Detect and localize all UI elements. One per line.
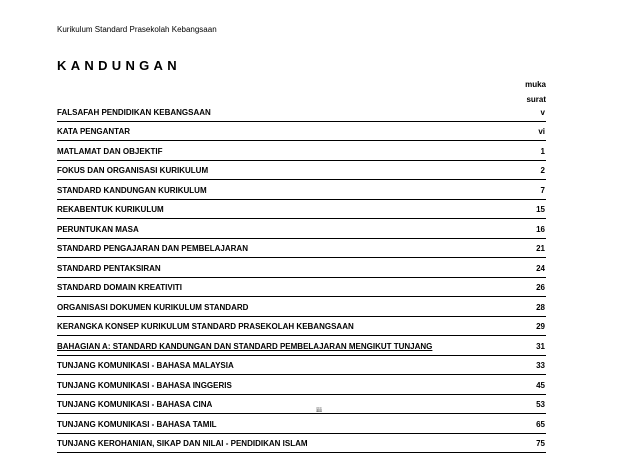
toc-entry[interactable] — [57, 219, 546, 239]
toc-entry-page: 21 — [536, 244, 545, 254]
toc-entry-page: 45 — [536, 381, 545, 391]
toc-entry-page: 28 — [536, 303, 545, 313]
toc-entry-title: STANDARD PENGAJARAN DAN PEMBELAJARAN — [57, 244, 248, 254]
toc-entry[interactable] — [57, 278, 546, 298]
toc-entry[interactable] — [57, 102, 546, 122]
toc-entry-page: 53 — [536, 400, 545, 410]
toc-entry-page: 65 — [536, 420, 545, 430]
toc-entry[interactable] — [57, 434, 546, 453]
toc-entry-title: STANDARD PENTAKSIRAN — [57, 264, 161, 274]
toc-entry[interactable] — [57, 239, 546, 259]
toc-entry-title: BAHAGIAN A: STANDARD KANDUNGAN DAN STANDARD PEMBELAJARAN MENGIKUT TUNJANG — [57, 342, 432, 352]
toc-entry-title: MATLAMAT DAN OBJEKTIF — [57, 147, 162, 157]
toc-entry[interactable] — [57, 161, 546, 181]
toc-entry-title: TUNJANG KOMUNIKASI - BAHASA CINA — [57, 400, 212, 410]
toc-entry-title: STANDARD KANDUNGAN KURIKULUM — [57, 186, 207, 196]
toc-entry-title: TUNJANG KOMUNIKASI - BAHASA INGGERIS — [57, 381, 232, 391]
toc-entry-page: 15 — [536, 205, 545, 215]
toc-entry-page: 24 — [536, 264, 545, 274]
toc-entry[interactable] — [57, 297, 546, 317]
document-header-title: Kurikulum Standard Prasekolah Kebangsaan — [57, 25, 217, 35]
toc-entry[interactable] — [57, 317, 546, 337]
toc-entry-page: 31 — [536, 342, 545, 352]
toc-entry[interactable] — [57, 141, 546, 161]
toc-entry-page: 7 — [541, 186, 545, 196]
toc-entry-page: 75 — [536, 439, 545, 449]
page-column-header-line-2: surat — [526, 95, 546, 105]
toc-entry[interactable] — [57, 180, 546, 200]
page-title: KANDUNGAN — [57, 58, 181, 74]
toc-entry-title: KATA PENGANTAR — [57, 127, 130, 137]
toc-entry[interactable] — [57, 414, 546, 434]
toc-entry-title: KERANGKA KONSEP KURIKULUM STANDARD PRASEKOLAH KEBANGSAAN — [57, 322, 354, 332]
toc-entry-page: 1 — [541, 147, 545, 157]
toc-entry-title: FALSAFAH PENDIDIKAN KEBANGSAAN — [57, 108, 211, 118]
toc-entry[interactable] — [57, 375, 546, 395]
toc-entry[interactable] — [57, 122, 546, 142]
toc-entry-title: TUNJANG KOMUNIKASI - BAHASA TAMIL — [57, 420, 217, 430]
toc-entry[interactable] — [57, 258, 546, 278]
toc-entry-title: TUNJANG KOMUNIKASI - BAHASA MALAYSIA — [57, 361, 234, 371]
toc-entry-page: 29 — [536, 322, 545, 332]
toc-entry[interactable] — [57, 200, 546, 220]
toc-entry-page: 2 — [541, 166, 545, 176]
toc-entry-title: REKABENTUK KURIKULUM — [57, 205, 164, 215]
toc-entry-title: ORGANISASI DOKUMEN KURIKULUM STANDARD — [57, 303, 248, 313]
toc-entry-page: v — [541, 108, 545, 118]
table-of-contents — [57, 102, 546, 453]
toc-entry-title: PERUNTUKAN MASA — [57, 225, 139, 235]
toc-entry[interactable] — [57, 336, 546, 356]
toc-entry-page: 33 — [536, 361, 545, 371]
toc-entry-page: vi — [538, 127, 545, 137]
toc-entry-page: 16 — [536, 225, 545, 235]
toc-entry-title: TUNJANG KEROHANIAN, SIKAP DAN NILAI - PENDIDIKAN ISLAM — [57, 439, 308, 449]
page-column-header-line-1: muka — [525, 80, 546, 90]
toc-entry-page: 26 — [536, 283, 545, 293]
toc-entry-title: FOKUS DAN ORGANISASI KURIKULUM — [57, 166, 208, 176]
footer-page-number: iii — [0, 406, 638, 415]
toc-entry[interactable] — [57, 356, 546, 376]
toc-entry-title: STANDARD DOMAIN KREATIVITI — [57, 283, 182, 293]
